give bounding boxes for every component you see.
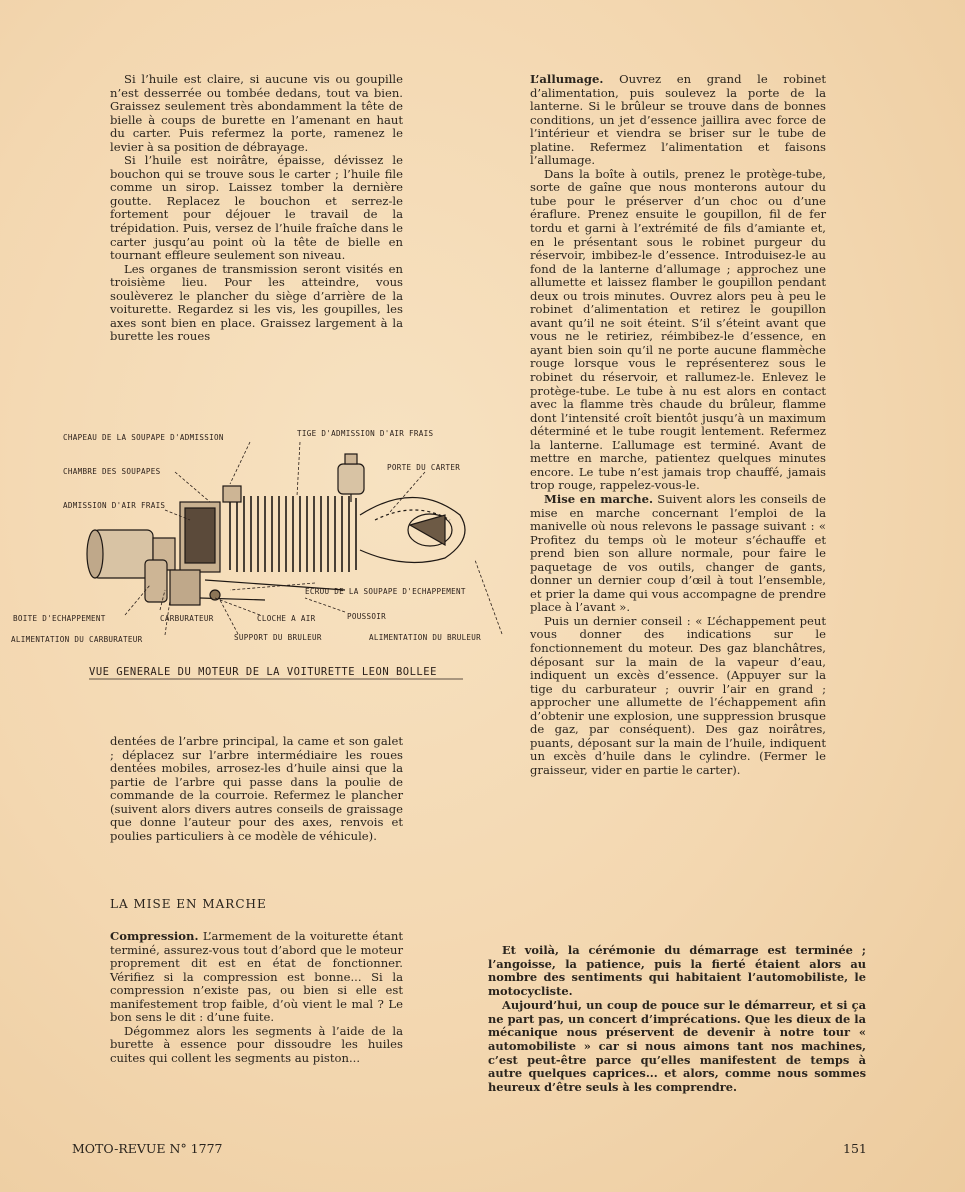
label-alim-brul: ALIMENTATION DU BRULEUR: [369, 633, 482, 642]
label-ecrou: ECROU DE LA SOUPAPE D'ECHAPPEMENT: [305, 587, 466, 596]
article-column-left-top: [110, 73, 403, 344]
article-column-left-bottom: [110, 930, 403, 1065]
paragraph: Et voilà, la cérémonie du démarrage est terminée ; l’angoisse, la patience, puis la fierté étaient alors au nombre des sentiments qui habitaient l’automobiliste, le motocycliste.: [488, 943, 866, 999]
figure-caption: VUE GENERALE DU MOTEUR DE LA VOITURETTE LEON BOLLEE: [89, 666, 437, 678]
section-title: LA MISE EN MARCHE: [110, 897, 267, 911]
paragraph: Dans la boîte à outils, prenez le protège-tube, sorte de gaîne que nous monterons autour du tube pour le préserver d’un choc ou d’une éraflure. Prenez ensuite le goupillon, fil de fer tordu et garni à l’extrémité de fils d’amiante et, en le présentant sous le robinet purgeur du réservoir, imbibez-le d’essence. Introduisez-le au fond de la lanterne d’allumage ; approchez une allumette et laissez flamber le goupillon pendant deux ou trois minutes. Ouvrez alors peu à peu le robinet d’alimentation et retirez le goupillon avant qu’il ne soit éteint. S’il s’éteint avant que vous ne le retiriez, réimbibez-le d’essence, en ayant bien soin qu’il ne porte aucune flammèche rouge lorsque vous le représenterez sous le robinet du réservoir, et rallumez-le. Enlevez le protège-tube. Le tube à nu est alors en contact avec la flamme très chaude du brûleur, flamme dont l’intensité croît bientôt jusqu’à un maximum déterminé et le tube rougit lentement. Refermez la lanterne. L’allumage est terminé. Avant de mettre en marche, patientez quelques minutes encore. Le tube n’est jamais trop chauffé, jamais trop rouge, rappelez-vous-le.: [530, 166, 826, 493]
engine-drawing: [87, 454, 465, 605]
lead-compression: Compression.: [110, 929, 199, 943]
page-number: 151: [843, 1141, 867, 1156]
paragraph: Aujourd’hui, un coup de pouce sur le démarreur, et si ça ne part pas, un concert d’imprécations. Que les dieux de la mécanique nous préservent de devenir à notre tour « automobiliste » car si nous aimons tant nos machines, c’est peut-être parce qu’elles manifestent de temps à autre quelques caprices... et alors, comme nous sommes heureux d’être seuls à les comprendre.: [488, 997, 866, 1095]
cylinder-fins: [230, 496, 356, 572]
article-column-right: [530, 73, 826, 777]
label-poussoir: POUSSOIR: [347, 612, 386, 621]
label-support: SUPPORT DU BRULEUR: [234, 633, 322, 642]
lead-mise-en-marche: Mise en marche.: [544, 491, 653, 506]
footer-magazine: MOTO-REVUE N° 1777: [72, 1141, 223, 1156]
label-tige: TIGE D'ADMISSION D'AIR FRAIS: [297, 429, 434, 438]
label-porte: PORTE DU CARTER: [387, 463, 461, 472]
label-boite: BOITE D'ECHAPPEMENT: [13, 614, 106, 623]
label-admission: ADMISSION D'AIR FRAIS: [63, 501, 166, 510]
paragraph: Si l’huile est claire, si aucune vis ou goupille n’est desserrée ou tombée dedans, tout va bien. Graissez seulement très abondamment la tête de bielle à coups de burette en l’amenant en haut du carter. Puis refermez la porte, ramenez le levier à sa position de débrayage.: [110, 72, 403, 154]
paragraph-mise-en-marche: Mise en marche. Suivent alors les conseils de mise en marche concernant l’emploi de la manivelle où nous relevons le passage suivant : « Profitez du temps où le moteur s’échauffe et prend bien son allure normale, pour faire le paquetage de vos outils, changer de gants, donner un dernier coup d’œil à tout l’ensemble, et prier la dame qui vous accompagne de prendre place à l’avant ».: [530, 491, 826, 615]
paragraph-compression: Compression. L’armement de la voiturette étant terminé, assurez-vous tout d’abord que le moteur proprement dit est en état de fonctionner. Vérifiez si la compression est bonne... Si la compression n’existe pas, ou bien si elle est manifestement trop faible, d’où vient le mal ? Le bon sens le dit : d’une fuite.: [110, 929, 403, 1025]
lead-allumage: L’allumage.: [530, 72, 604, 86]
label-carburateur: CARBURATEUR: [160, 614, 214, 623]
paragraph-allumage: L’allumage. Ouvrez en grand le robinet d’alimentation, puis soulevez la porte de la lanterne. Si le brûleur se trouve dans de bonnes conditions, un jet d’essence jaillira avec force de l’intérieur et viendra se briser sur le tube de platine. Refermez l’alimentation et faisons l’allumage.: [530, 72, 826, 168]
label-cloche: CLOCHE A AIR: [257, 614, 316, 623]
label-chambre: CHAMBRE DES SOUPAPES: [63, 467, 161, 476]
engine-diagram: [5, 420, 520, 690]
paragraph: Dégommez alors les segments à l’aide de la burette à essence pour dissoudre les huiles cuites qui collent les segments au piston...: [110, 1023, 403, 1065]
label-chapeau: CHAPEAU DE LA SOUPAPE D'ADMISSION: [63, 433, 224, 442]
paragraph: dentées de l’arbre principal, la came et son galet ; déplacez sur l’arbre intermédiaire les roues dentées mobiles, arrosez-les d’huile ainsi que la partie de l’arbre qui passe dans la poulie de commande de la courroie. Refermez le plancher (suivent alors divers autres conseils de graissage que donne l’auteur pour des axes, renvois et poulies particuliers à ce modèle de véhicule).: [110, 734, 403, 843]
paragraph: Les organes de transmission seront visités en troisième lieu. Pour les atteindre, vous soulèverez le plancher du siège d’arrière de la voiturette. Regardez si les vis, les goupilles, les axes sont bien en place. Graissez largement à la burette les roues: [110, 261, 403, 344]
article-column-left-mid: [110, 735, 403, 843]
paragraph: Si l’huile est noirâtre, épaisse, dévissez le bouchon qui se trouve sous le carter ; l’huile file comme un sirop. Laissez tomber la dernière goutte. Replacez le bouchon et serrez-le fortement pour déjouer le travail de la trépidation. Puis, versez de l’huile fraîche dans le carter jusqu’au point où la tête de bielle en tournant effleure seulement son niveau.: [110, 153, 403, 263]
label-alim-carb: ALIMENTATION DU CARBURATEUR: [11, 635, 143, 644]
paragraph: Puis un dernier conseil : « L’échappement peut vous donner des indications sur le fonctionnement du moteur. Des gaz blanchâtres, déposant sur la main de la vapeur d’eau, indiquent un excès d’essence. (Appuyer sur la tige du carburateur ; ouvrir l’air en grand ; approcher une allumette de l’échappement afin d’obtenir une explosion, une suppression brusque de gaz, par conséquent). Des gaz noirâtres, puants, déposant sur la main de l’huile, indiquent un excès d’huile dans le cylindre. (Fermer le graisseur, vider en partie le carter).: [530, 613, 826, 777]
conclusion-column: [488, 944, 866, 1095]
